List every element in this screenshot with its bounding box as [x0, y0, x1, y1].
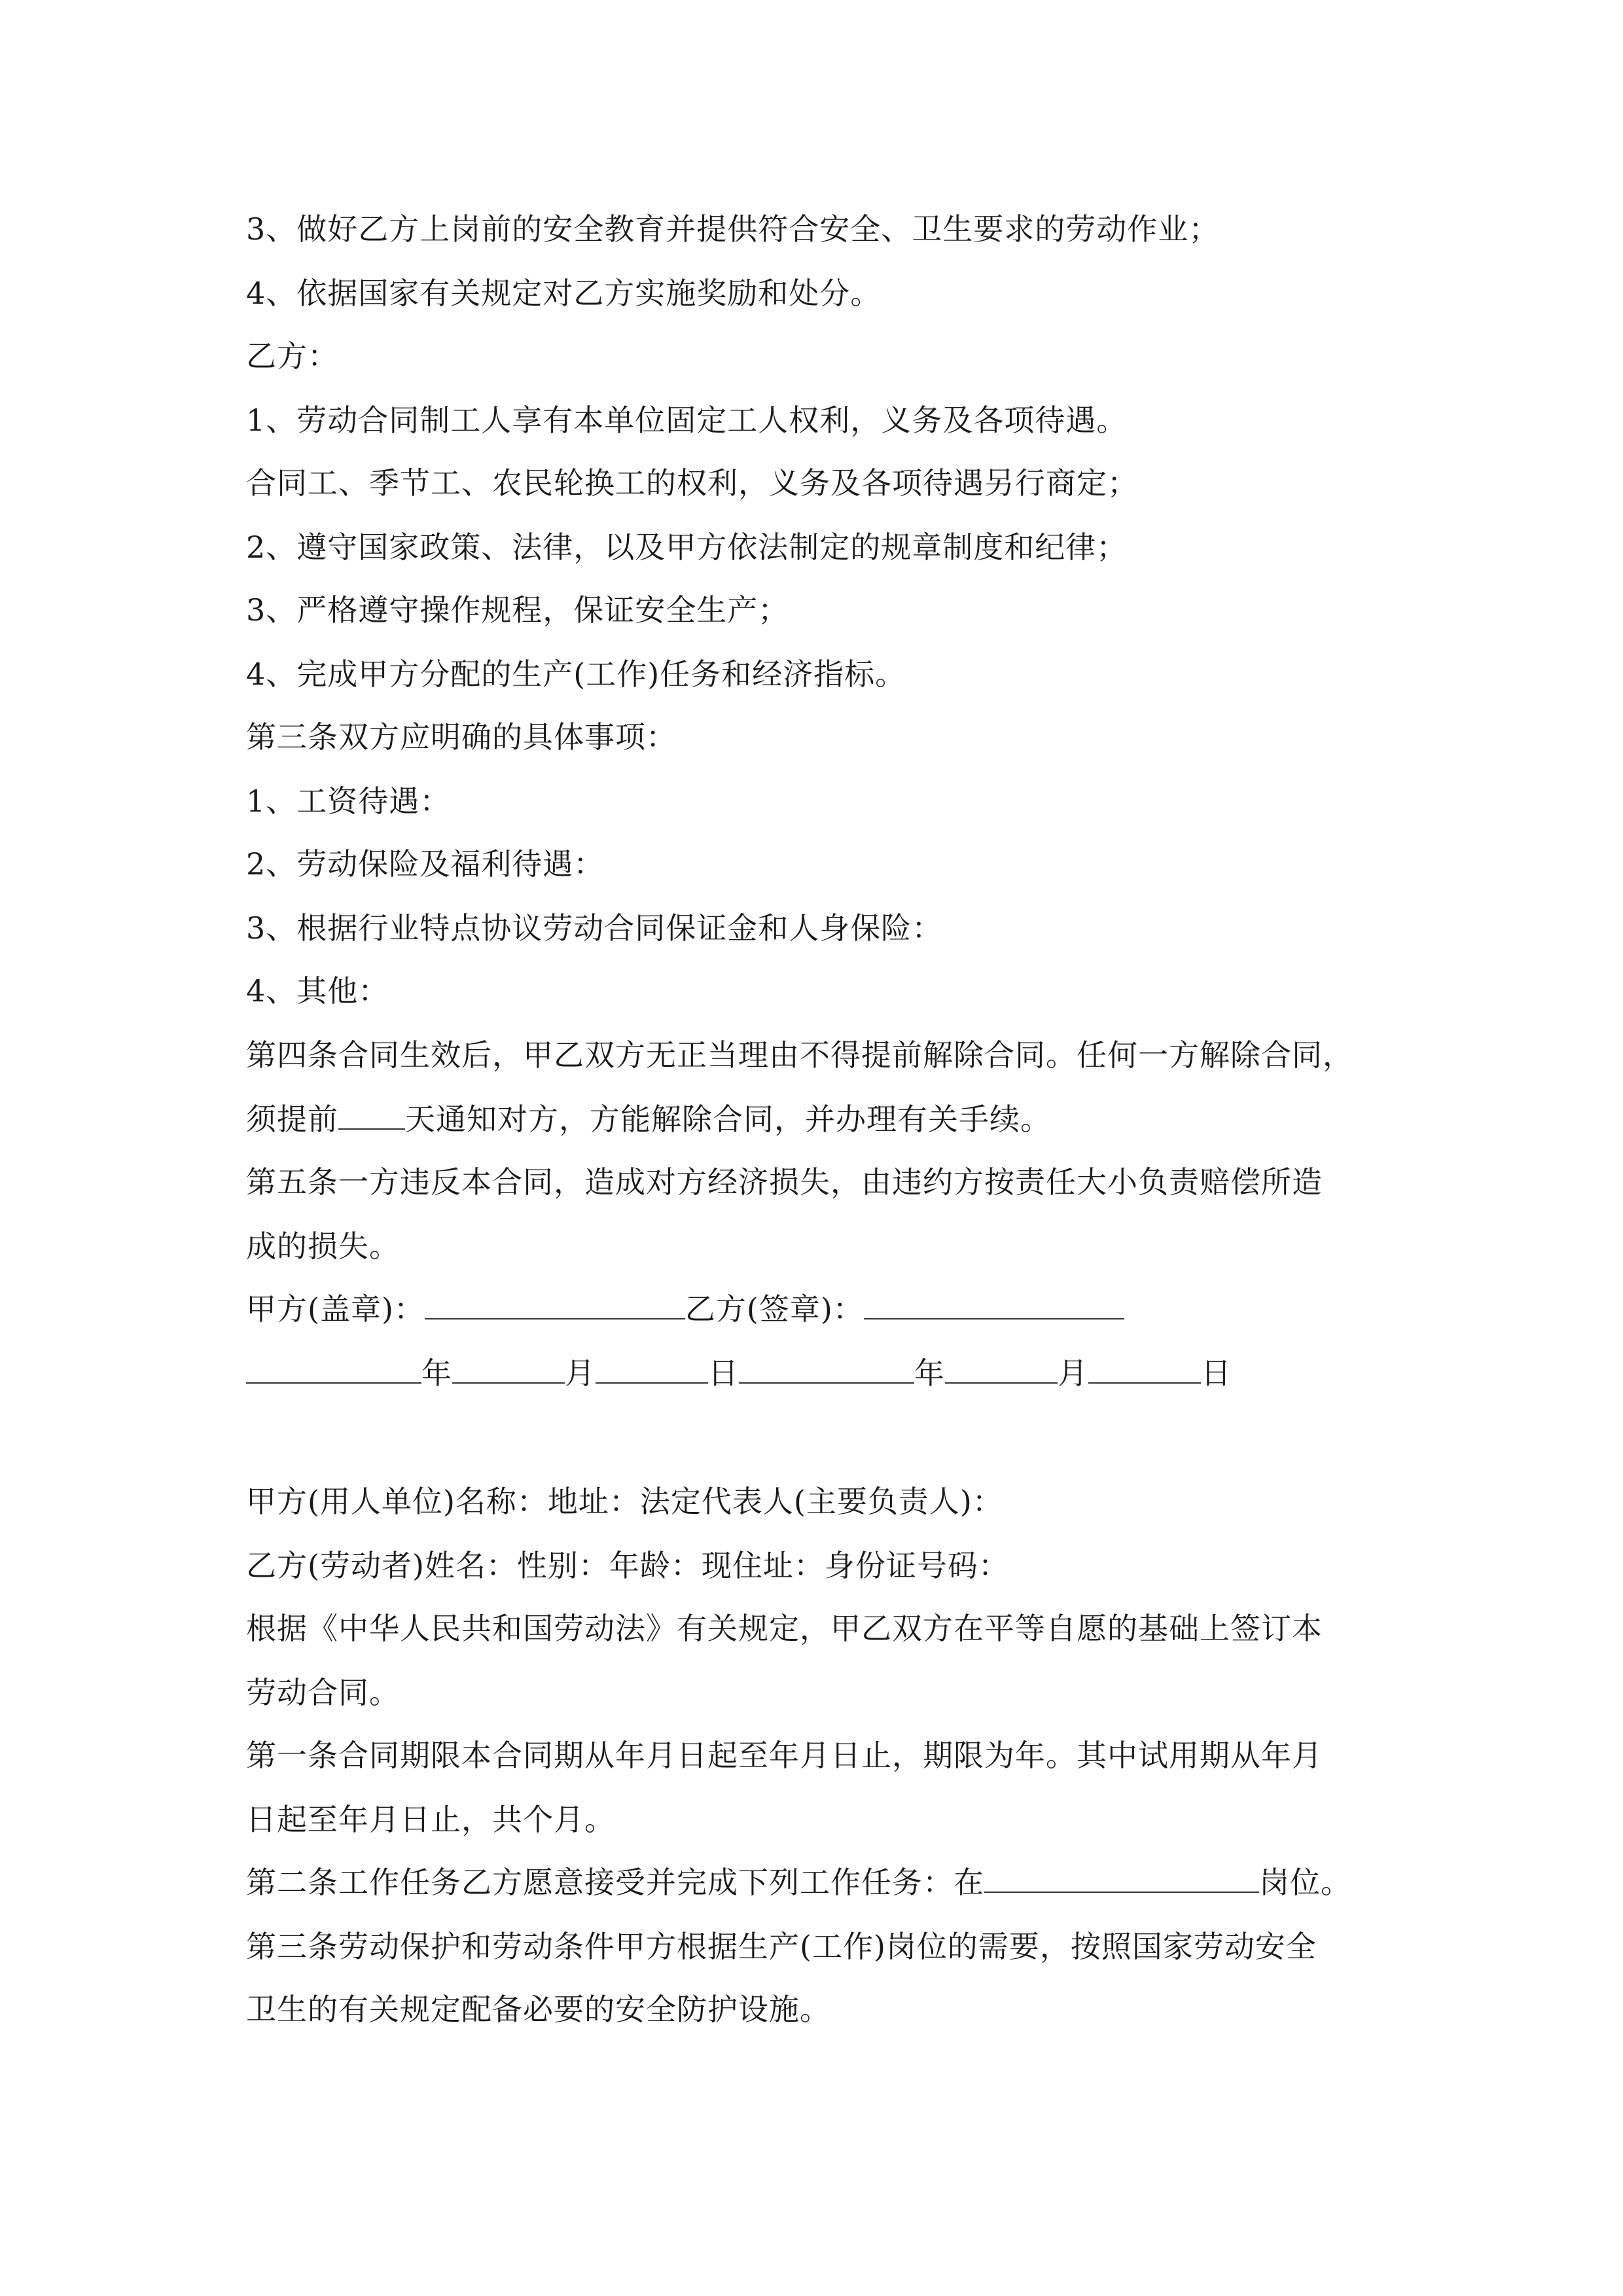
preamble-line: 劳动合同。	[246, 1675, 400, 1710]
clause-line: 1、劳动合同制工人享有本单位固定工人权利，义务及各项待遇。	[246, 403, 1128, 438]
clause-line: 3、做好乙方上岗前的安全教育并提供符合安全、卫生要求的劳动作业；	[246, 211, 1220, 247]
party-b-heading: 乙方：	[246, 338, 338, 374]
article-line: 第五条一方违反本合同，造成对方经济损失，由违约方按责任大小负责赔偿所造	[246, 1164, 1323, 1200]
clause-line: 3、根据行业特点协议劳动合同保证金和人身保险：	[246, 910, 943, 946]
signature-line	[246, 1289, 1124, 1329]
article-heading: 第三条双方应明确的具体事项：	[246, 719, 677, 755]
notice-days-blank[interactable]	[338, 1100, 405, 1130]
work-task-prefix: 第二条工作任务乙方愿意接受并完成下列工作任务：在	[246, 1865, 984, 1900]
article-line: 第四条合同生效后，甲乙双方无正当理由不得提前解除合同。任何一方解除合同，	[246, 1037, 1353, 1073]
party-b-sign-blank[interactable]	[864, 1289, 1124, 1319]
party-a-seal-blank[interactable]	[425, 1289, 685, 1319]
party-b-sign-label: 乙方(签章)：	[685, 1291, 864, 1327]
year-label: 年	[914, 1355, 945, 1391]
month-label: 月	[1058, 1355, 1088, 1391]
clause-line: 4、依据国家有关规定对乙方实施奖励和处分。	[246, 276, 882, 311]
party-a-year-blank[interactable]	[246, 1354, 421, 1384]
article-line: 成的损失。	[246, 1229, 400, 1264]
signature-date-line	[246, 1354, 1232, 1393]
work-task-suffix: 岗位。	[1259, 1865, 1351, 1900]
month-label: 月	[565, 1355, 596, 1391]
work-task-line	[246, 1863, 1351, 1902]
year-label: 年	[421, 1355, 452, 1391]
clause-line: 合同工、季节工、农民轮换工的权利，义务及各项待遇另行商定；	[246, 465, 1138, 501]
party-b-year-blank[interactable]	[739, 1354, 914, 1384]
party-b-month-blank[interactable]	[945, 1354, 1058, 1384]
day-label: 日	[1201, 1355, 1232, 1391]
party-b-info: 乙方(劳动者)姓名：性别：年龄：现住址：身份证号码：	[246, 1548, 1009, 1583]
article-line: 第一条合同期限本合同期从年月日起至年月日止，期限为年。其中试用期从年月	[246, 1738, 1323, 1773]
party-a-month-blank[interactable]	[452, 1354, 565, 1384]
clause-line: 2、劳动保险及福利待遇：	[246, 846, 605, 882]
clause-line: 4、其他：	[246, 973, 389, 1009]
clause-line: 2、遵守国家政策、法律，以及甲方依法制定的规章制度和纪律；	[246, 529, 1128, 565]
post-blank[interactable]	[984, 1863, 1259, 1893]
article-line: 卫生的有关规定配备必要的安全防护设施。	[246, 1992, 830, 2027]
notice-prefix: 须提前	[246, 1102, 338, 1137]
notice-suffix: 天通知对方，方能解除合同，并办理有关手续。	[405, 1102, 1051, 1137]
notice-days-line	[246, 1100, 1051, 1139]
clause-line: 3、严格遵守操作规程，保证安全生产；	[246, 592, 789, 628]
party-a-info: 甲方(用人单位)名称：地址：法定代表人(主要负责人)：	[246, 1484, 1003, 1519]
party-b-day-blank[interactable]	[1088, 1354, 1201, 1384]
article-line: 日起至年月日止，共个月。	[246, 1802, 615, 1837]
clause-line: 4、完成甲方分配的生产(工作)任务和经济指标。	[246, 656, 906, 692]
clause-line: 1、工资待遇：	[246, 783, 451, 819]
party-a-day-blank[interactable]	[596, 1354, 708, 1384]
party-a-seal-label: 甲方(盖章)：	[246, 1291, 425, 1327]
preamble-line: 根据《中华人民共和国劳动法》有关规定，甲乙双方在平等自愿的基础上签订本	[246, 1611, 1323, 1646]
article-line: 第三条劳动保护和劳动条件甲方根据生产(工作)岗位的需要，按照国家劳动安全	[246, 1929, 1317, 1964]
day-label: 日	[708, 1355, 739, 1391]
